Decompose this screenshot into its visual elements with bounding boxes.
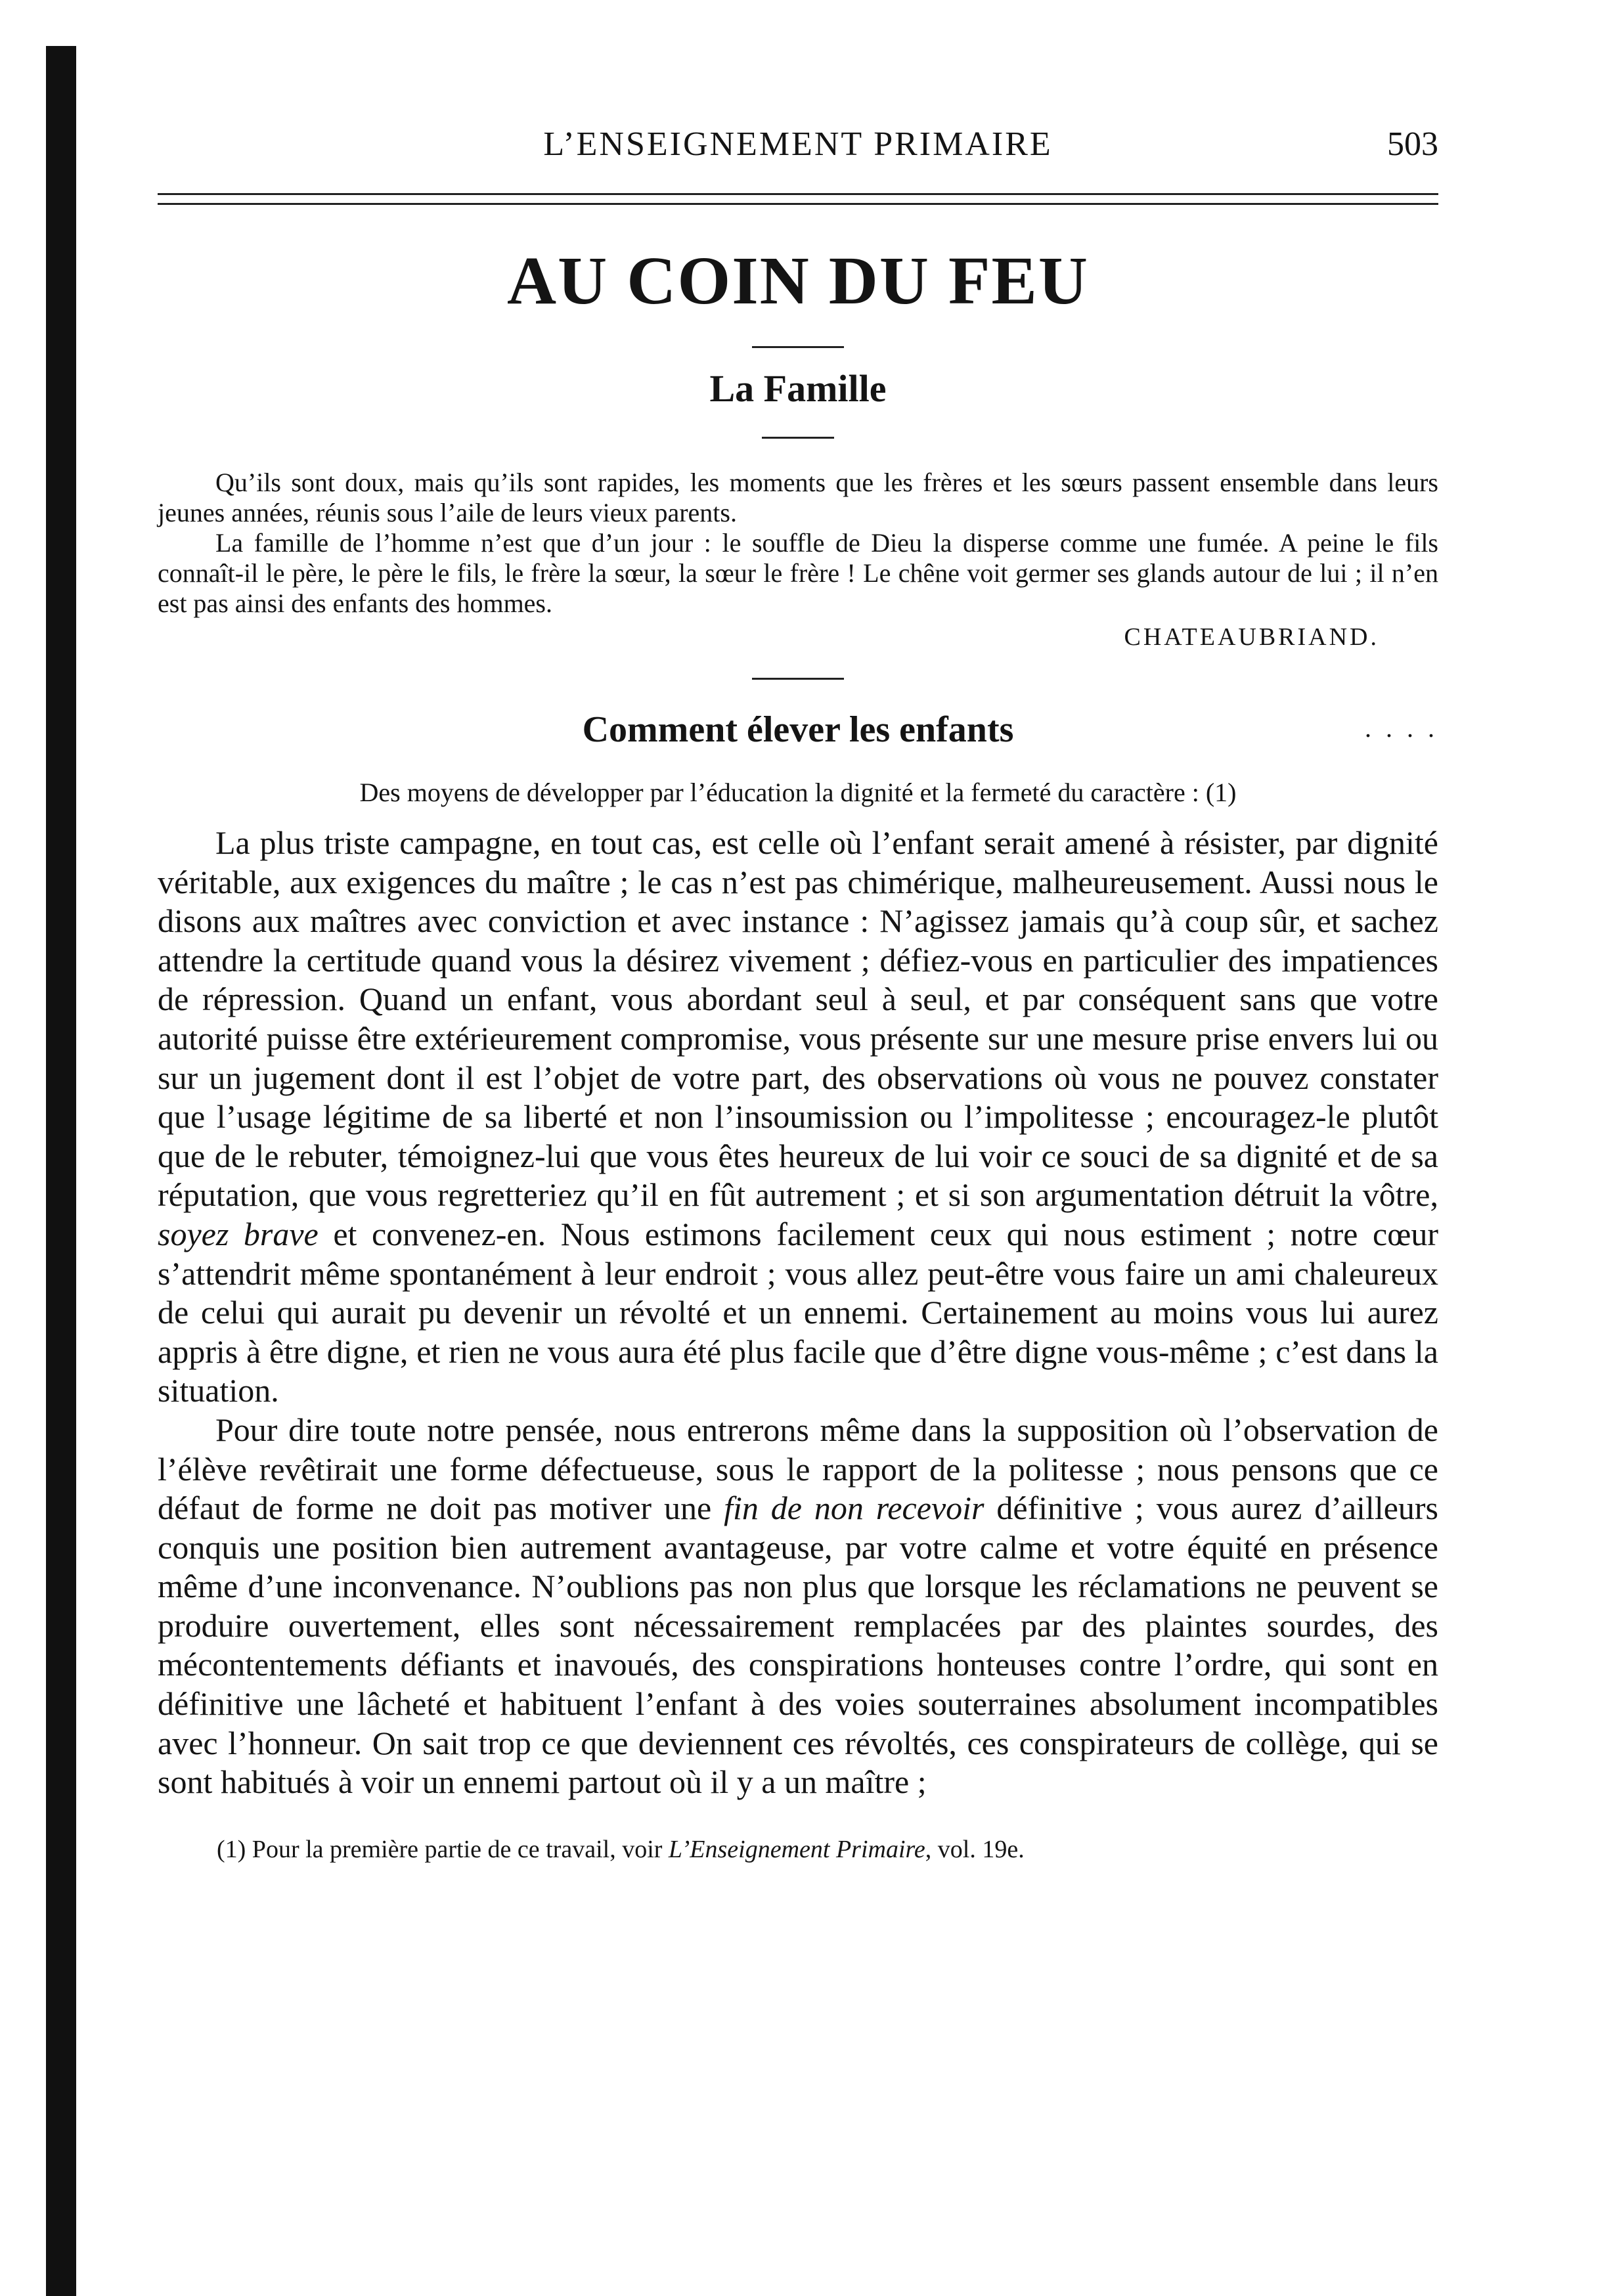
page [158, 99, 1438, 1864]
divider-rule [762, 437, 834, 439]
paragraph-text: La plus triste campagne, en tout cas, est celle où l’enfant serait amené à résister, par dignité véritable, aux exigences du maître ; le cas n’est pas chimérique, malheureusement. Aussi nous le disons aux maîtres avec conviction et avec instance : N’agissez jamais qu’à coup sûr, et sachez attendre la certitude quand vous la désirez vivement ; défiez-vous en particulier des impatiences de répression. Quand un enfant, vous abordant seul à seul, et par conséquent sans que votre autorité puisse être extérieurement compromise, vous présente sur une mesure prise envers lui ou sur un jugement dont il est l’objet de votre part, des observations où vous ne pouvez constater que l’usage légitime de sa liberté et non l’insoumission ou l’impolitesse ; encouragez-le plutôt que de le rebuter, témoignez-lui que vous êtes heureux de lui voir ce souci de sa dignité et de sa réputation, que vous regretteriez qu’il en fût autrement ; et si son argumentation détruit la vôtre, [158, 824, 1438, 1214]
running-title: L’ENSEIGNEMENT PRIMAIRE [543, 125, 1053, 163]
footnote-italic-title: L’Enseignement Primaire [668, 1835, 925, 1863]
article-title-famille: La Famille [709, 367, 887, 410]
body-paragraph-1 [158, 824, 1438, 1411]
author-signature: CHATEAUBRIAND. [1124, 623, 1379, 651]
footnote-text: , vol. 19e. [925, 1835, 1025, 1863]
paragraph-text: Pour dire toute notre pensée, nous entrerons même dans la supposition où l’observation de l’élève revêtirait une forme défectueuse, sous le rapport de la politesse ; nous pensons que ce défaut de forme ne doit pas motiver une [158, 1411, 1438, 1527]
italic-phrase: fin de non recevoir [724, 1490, 984, 1527]
header-double-rule [158, 193, 1438, 205]
paragraph-text: définitive ; vous aurez d’ailleurs conquis une position bien autrement avantageuse, par votre calme et votre équité en présence même d’une inconvenance. N’oublions pas non plus que lorsque les réclamations ne peuvent se produire ouvertement, elles sont nécessairement remplacées par des plaintes sourdes, des mécontentements défiants et inavoués, des conspirations honteuses contre l’ordre, qui sont en définitive une lâcheté et habituent l’enfant à des voies souterraines absolument incompatibles avec l’honneur. On sait trop ce que deviennent ces révoltés, ces conspirateurs de collège, qui se sont habitués à voir un ennemi partout où il y a un maître ; [158, 1490, 1439, 1801]
running-head [158, 99, 1438, 163]
famille-paragraph-1: Qu’ils sont doux, mais qu’ils sont rapides, les moments que les frères et les sœurs passent ensemble dans leurs jeunes années, réunis sous l’aile de leurs vieux parents. [158, 468, 1438, 527]
divider-rule [752, 678, 844, 680]
article-title-row [158, 709, 1438, 751]
section-title: AU COIN DU FEU [507, 243, 1089, 319]
binding-edge [46, 46, 76, 2296]
body-paragraph-2 [158, 1411, 1438, 1802]
italic-phrase: soyez brave [158, 1215, 319, 1252]
article-title-enfants: Comment élever les enfants [582, 709, 1014, 750]
title-dots: . . . . [1365, 713, 1438, 743]
article-intro-line: Des moyens de développer par l’éducation la dignité et la fermeté du caractère : (1) [359, 778, 1237, 807]
famille-paragraph-2: La famille de l’homme n’est que d’un jour : le souffle de Dieu la disperse comme une fumée. A peine le fils connaît-il le père, le père le fils, le frère la sœur, la sœur le frère ! Le chêne voit germer ses glands autour de lui ; il n’en est pas ainsi des enfants des hommes. [158, 528, 1438, 618]
page-number: 503 [1387, 125, 1438, 163]
footnote-text: (1) Pour la première partie de ce travail, voir [217, 1835, 663, 1863]
footnote [158, 1835, 1438, 1864]
paragraph-text: et convenez-en. Nous estimons facilement ceux qui nous estiment ; notre cœur s’attendrit même spontanément à leur endroit ; vous allez peut-être vous faire un ami chaleureux de celui qui aurait pu devenir un révolté et un ennemi. Certainement au moins vous lui aurez appris à être digne, et rien ne vous aura été plus facile que d’être digne vous-même ; c’est dans la situation. [158, 1215, 1438, 1409]
divider-rule [752, 346, 844, 348]
